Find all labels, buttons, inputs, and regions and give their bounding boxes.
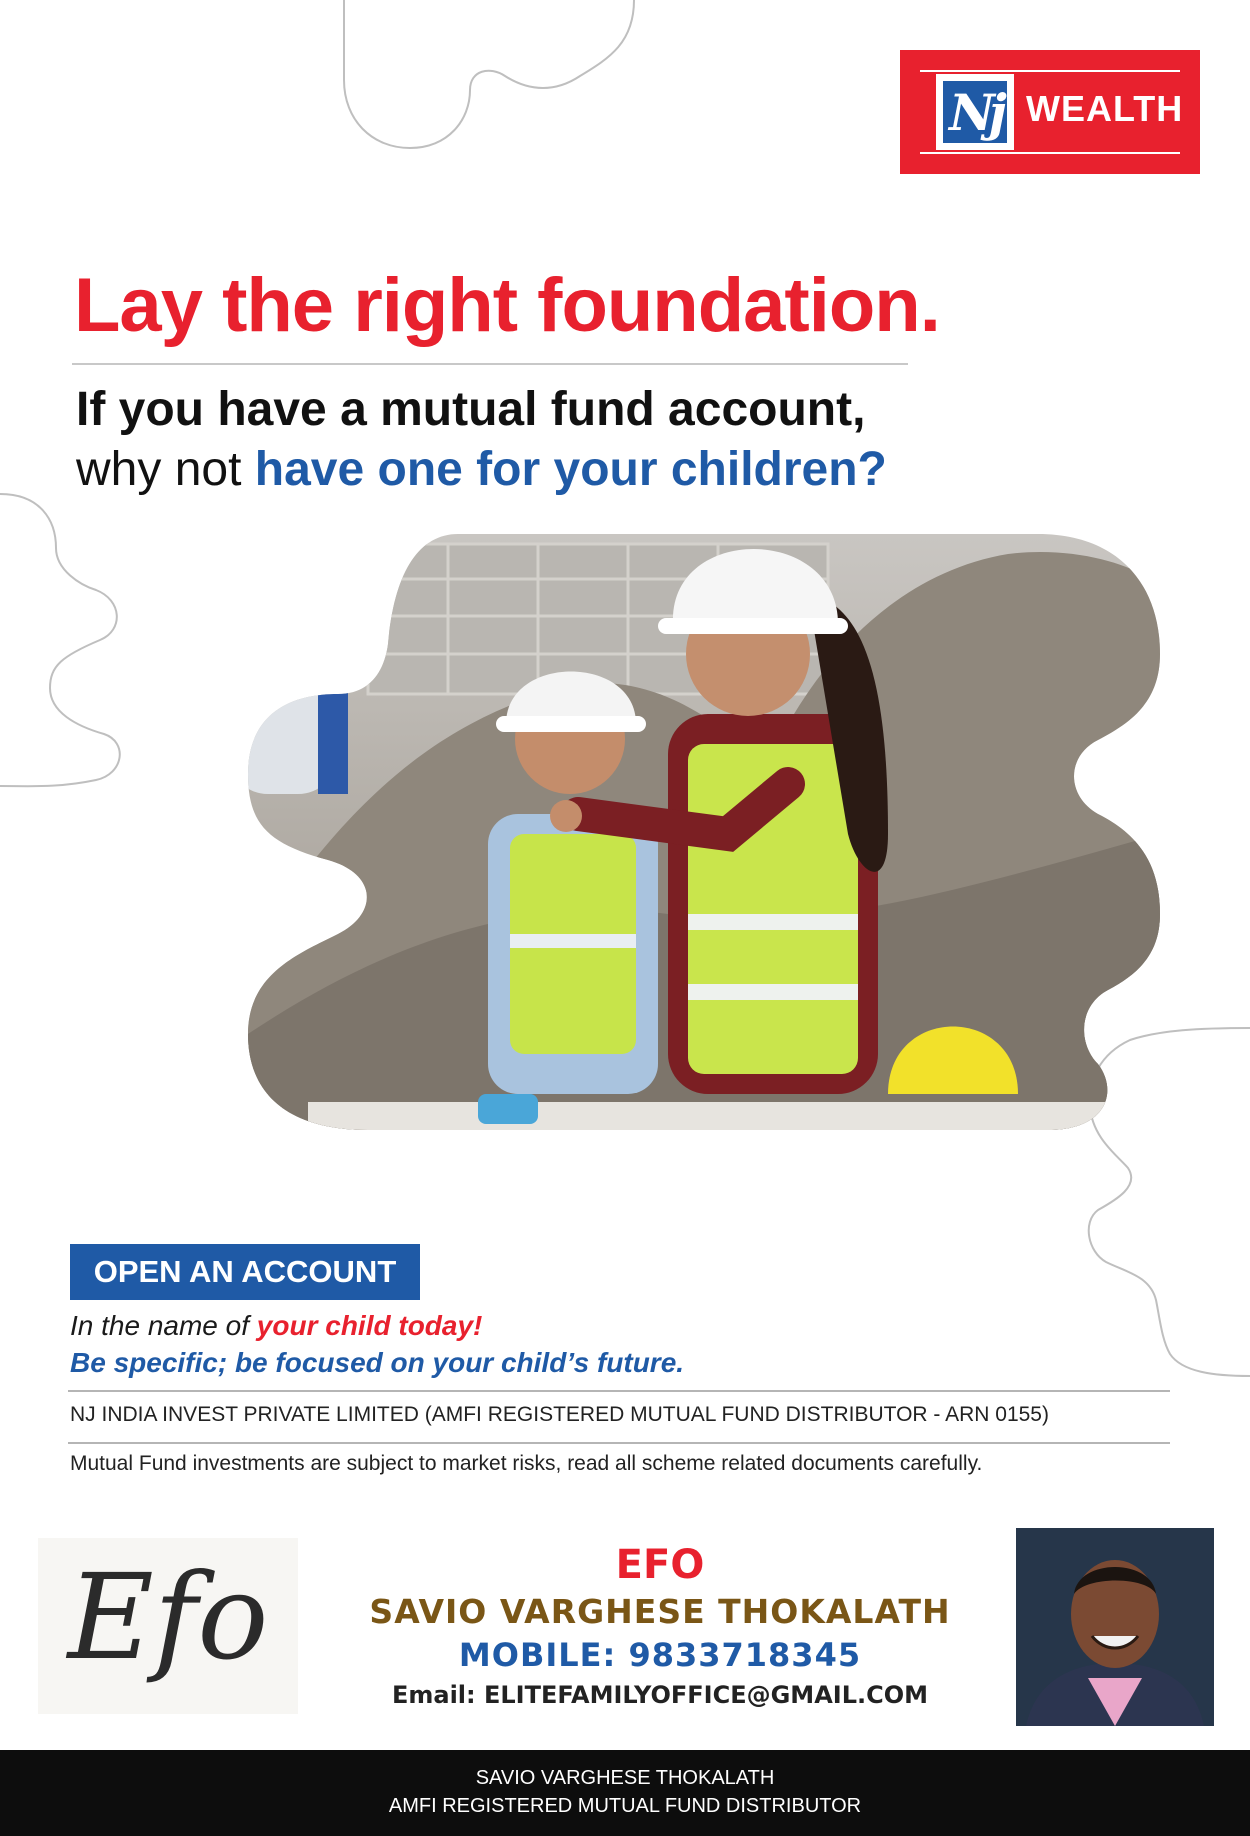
footer-line2: AMFI REGISTERED MUTUAL FUND DISTRIBUTOR (388, 1795, 862, 1817)
advisor-portrait-photo (1016, 1528, 1214, 1726)
nj-logo-mark-text: Nj (943, 81, 1007, 143)
children-in-hard-hats-photo (248, 534, 1160, 1130)
logo-rule-top (920, 70, 1180, 72)
subheadline-line2-plain: why not (76, 443, 255, 496)
footer-line1: SAVIO VARGHESE THOKALATH (475, 1767, 775, 1789)
subheadline-line1: If you have a mutual fund account, (76, 383, 866, 436)
efo-logo-text: Efo (67, 1548, 269, 1686)
logo-rule-bottom (920, 152, 1180, 154)
cta-line1 (70, 1310, 482, 1342)
footer-bar (0, 1750, 1250, 1836)
logo-wealth-text: WEALTH (1026, 88, 1184, 129)
headline: Lay the right foundation. (74, 263, 940, 348)
contact-block (330, 1540, 990, 1714)
divider-top (68, 1390, 1170, 1392)
cta-line2: Be specific; be focused on your child’s future. (70, 1347, 685, 1378)
nj-logo-mark-icon (936, 74, 1014, 150)
subheadline-line2-highlight: have one for your children? (254, 443, 887, 496)
contact-email[interactable]: Email: ELITEFAMILYOFFICE@GMAIL.COM (391, 1681, 928, 1709)
efo-logo (38, 1538, 298, 1714)
company-disclosure: NJ INDIA INVEST PRIVATE LIMITED (AMFI REGISTERED MUTUAL FUND DISTRIBUTOR - ARN 0155) (70, 1403, 1049, 1426)
open-account-button[interactable]: OPEN AN ACCOUNT (70, 1244, 420, 1300)
contact-org: EFO (615, 1542, 705, 1588)
subheadline (76, 380, 887, 500)
contact-name: SAVIO VARGHESE THOKALATH (369, 1592, 951, 1631)
headline-divider (72, 363, 908, 365)
contact-mobile[interactable]: MOBILE: 9833718345 (458, 1636, 862, 1674)
nj-wealth-logo (900, 50, 1200, 174)
cta-line1-plain: In the name of (70, 1310, 257, 1341)
risk-disclaimer: Mutual Fund investments are subject to market risks, read all scheme related documents carefully. (70, 1452, 983, 1475)
divider-middle (68, 1442, 1170, 1444)
cta-line1-highlight: your child today! (256, 1310, 483, 1341)
